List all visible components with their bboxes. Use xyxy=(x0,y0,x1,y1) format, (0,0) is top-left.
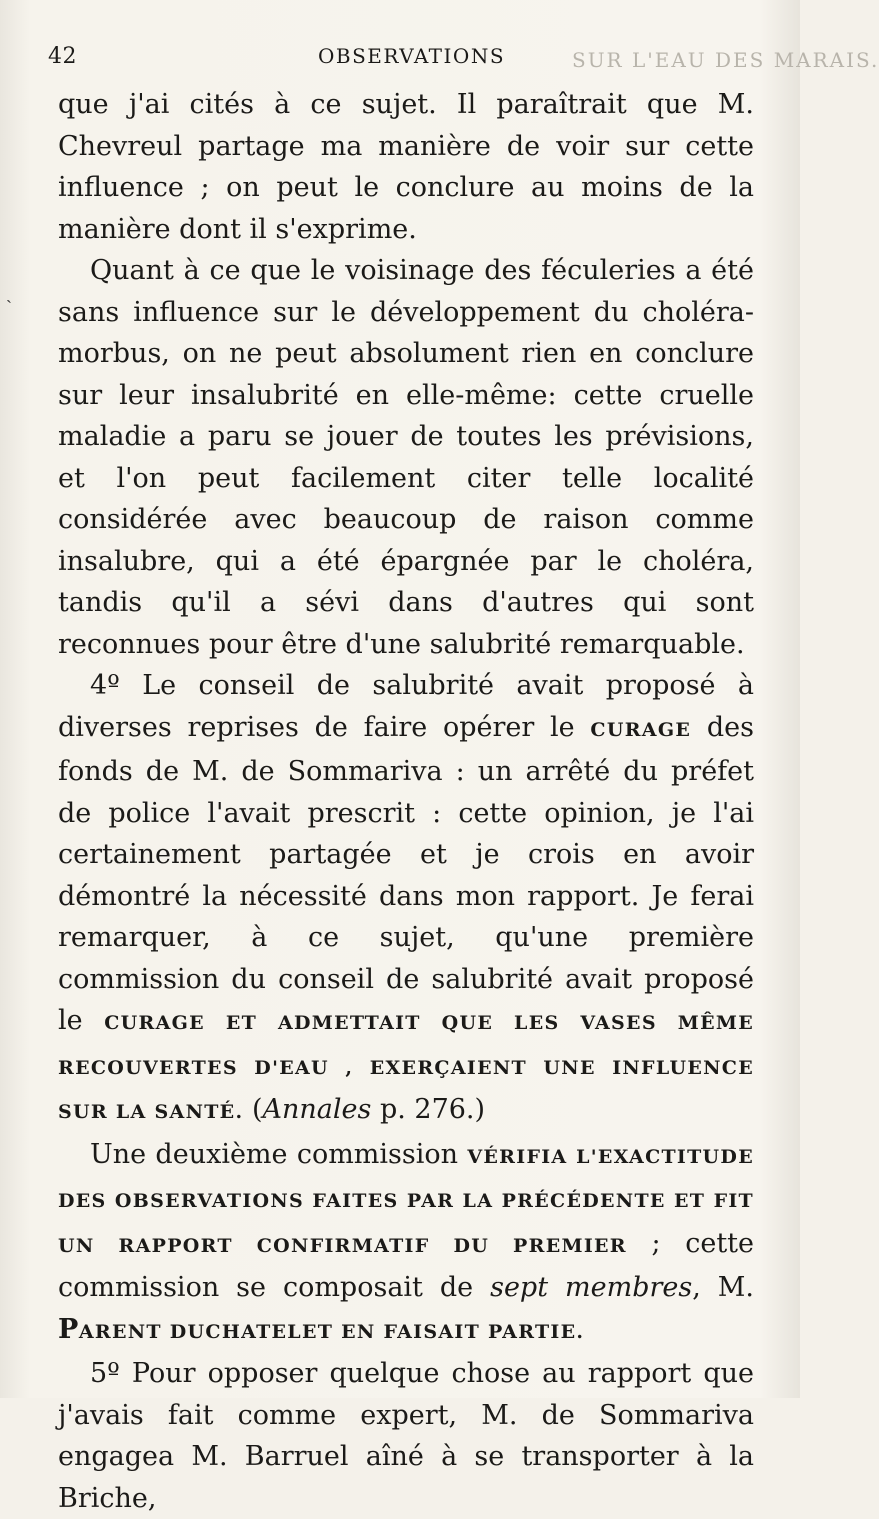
text-run: que j'ai cités à ce sujet. Il paraîtrait que M. Chevreul partage ma manière de voir sur cette influence ; on peut le conclure au moins de la manière dont il s'exprime. xyxy=(58,89,754,245)
text-run: ; cette commission se composait de xyxy=(58,1227,754,1303)
text-run: Quant à ce que le voisinage des féculeries a été sans influence sur le développement du choléra-morbus, on ne peut absolument rien en conclure sur leur insalubrité en elle-même: cette cruelle maladie a paru se jouer de toutes les prévisions, et l'on peut facilement citer telle localité considérée avec beaucoup de raison comme insalubre, qui a été épargnée par le choléra, tandis qu'il a sévi dans d'autres qui sont reconnues pour être d'une salubrité remarquable. xyxy=(58,255,754,660)
italic-run: sept membres xyxy=(490,1272,693,1303)
running-head: OBSERVATIONS xyxy=(318,44,506,68)
margin-mark: ˏ xyxy=(6,283,12,304)
text-run: Une deuxième commission xyxy=(90,1138,468,1170)
paragraph-2 xyxy=(58,250,754,665)
text-run: ( xyxy=(243,1094,263,1125)
name-initial-run: P xyxy=(58,1313,79,1345)
paragraph-3 xyxy=(58,665,754,1134)
page-header xyxy=(48,44,760,74)
small-caps-run: CURAGE ET ADMETTAIT QUE LES VASES MÊME RECOUVERTES D'EAU , EXERÇAIENT UNE INFLUENCE SUR LA SANTÉ. xyxy=(58,1012,755,1123)
text-run: , M. xyxy=(692,1272,755,1303)
paragraph-4 xyxy=(58,1134,754,1354)
body-text xyxy=(58,84,754,1519)
text-run: p. 276.) xyxy=(371,1094,486,1125)
small-caps-run: ARENT DUCHATELET EN FAISAIT PARTIE. xyxy=(78,1320,585,1343)
paragraph-5 xyxy=(58,1353,754,1519)
text-run: des fonds de M. de Sommariva : un arrêté du préfet de police l'avait prescrit : cette opinion, je l'ai certainement partagée et je crois en avoir démontré la nécessité dans mon rapport. Je ferai remarquer, à ce sujet, qu'une première commission du conseil de salubrité avait proposé le xyxy=(58,711,754,1036)
small-caps-run: CURAGE xyxy=(590,718,692,741)
small-caps-run: VÉRIFIA L'EXACTITUDE DES OBSERVATIONS FAITES PAR LA PRÉCÉDENTE ET FIT UN RAPPORT CONFIRMATIF DU PREMIER xyxy=(58,1145,754,1257)
text-run: 5º Pour opposer quelque chose au rapport que j'avais fait comme expert, M. de Sommariva engagea M. Barruel aîné à se transporter à la Briche, xyxy=(58,1358,754,1514)
italic-run: Annales xyxy=(262,1094,372,1125)
paragraph-1 xyxy=(58,84,754,250)
text-run: 4º Le conseil de salubrité avait proposé à diverses reprises de faire opérer le xyxy=(58,670,754,743)
page-number: 42 xyxy=(48,44,77,69)
bleed-through-text: SUR L'EAU DES MARAIS. xyxy=(572,48,879,72)
